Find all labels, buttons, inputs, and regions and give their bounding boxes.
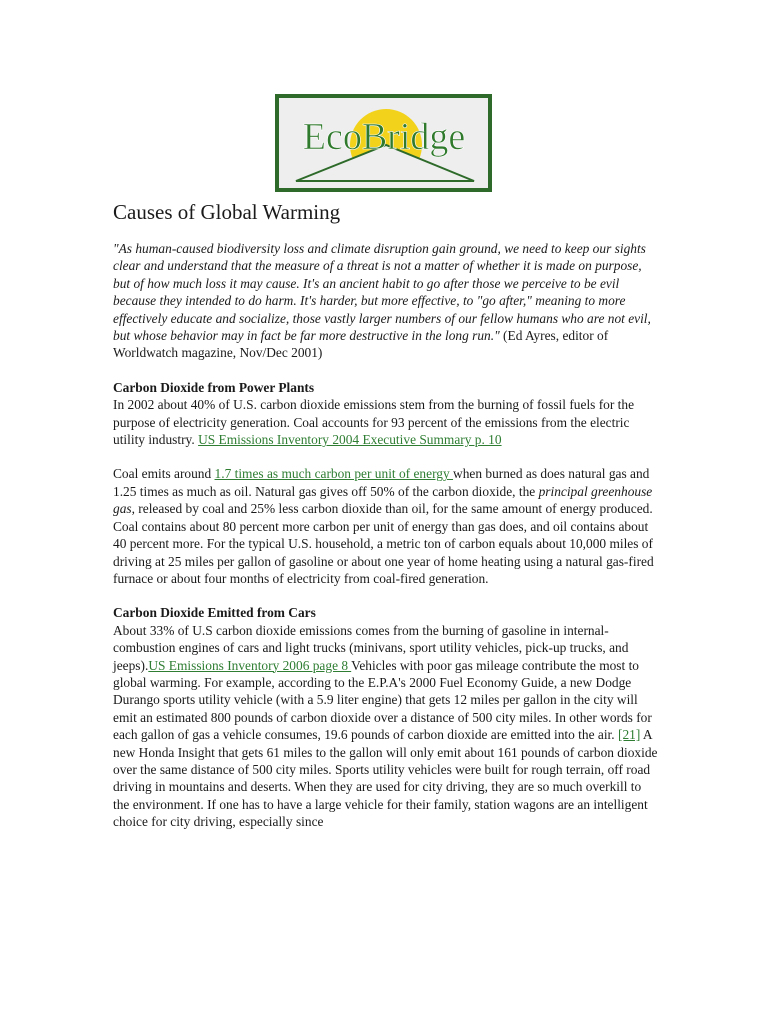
coal-text-end: , released by coal and 25% less carbon dioxide than oil, for the same amount of energy produced. Coal contains about 80 percent more carbon per unit of energy than gas does, and oil contains about 40 percent more. For the typical U.S. household, a metric ton of carbon equals about 10,000 miles of driving at 25 miles per gallon of gasoline or about one year of home heating using a natural gas-fired furnace or about four months of electricity from coal-fired generation. [113, 501, 654, 586]
coal-text-mid: when burned as does natural gas and 1.25 times as much as oil. Natural gas gives off 50% of the carbon dioxide, the [113, 466, 650, 499]
heading-cars: Carbon Dioxide Emitted from Cars [113, 605, 316, 621]
heading-power-plants: Carbon Dioxide from Power Plants [113, 379, 315, 395]
cars-text-mid: Vehicles with poor gas mileage contribute the most to global warming. For example, according to the E.P.A's 2000 Fuel Economy Guide, a new Dodge Durango sports utility vehicle (with a 5.9 liter engine) that gets 12 miles per gallon in the city will emit an estimated 800 pounds of carbon dioxide over a distance of 500 city miles. In other words for each gallon of gas a vehicle consumes, 19.6 pounds of carbon dioxide are emitted into the air. [113, 657, 652, 743]
link-carbon-per-energy[interactable]: 1.7 times as much carbon per unit of energy [214, 466, 454, 482]
power-plants-text: In 2002 about 40% of U.S. carbon dioxide emissions stem from the burning of fossil fuels for the purpose of electricity generation. Coal accounts for 93 percent of the emissions from the electric utility industry. [113, 397, 635, 448]
page-title: Causes of Global Warming [113, 200, 341, 224]
link-footnote-21[interactable]: [21] [617, 727, 641, 743]
principal-gas-emphasis: principal greenhouse gas [113, 483, 653, 517]
article-body [113, 240, 658, 848]
logo-text: EcoBridge [302, 116, 466, 158]
section-cars [113, 604, 658, 830]
ecobridge-logo [274, 93, 493, 193]
quote-attribution: (Ed Ayres, editor of Worldwatch magazine, Nov/Dec 2001) [113, 328, 609, 361]
quote-paragraph [113, 240, 658, 362]
link-emissions-2006[interactable]: US Emissions Inventory 2006 page 8 [148, 657, 352, 673]
cars-text-end: A new Honda Insight that gets 61 miles to the gallon will only emit about 161 pounds of carbon dioxide over the same distance of 500 city miles. Sports utility vehicles were built for rough terrain, off road driving in mountains and deserts. When they are used for city driving, they are so much overkill to the environment. If one has to have a large vehicle for their family, station wagons are an intelligent choice for city driving, especially since [113, 727, 658, 830]
section-power-plants [113, 379, 658, 449]
quote-text: "As human-caused biodiversity loss and climate disruption gain ground, we need to keep our sights clear and understand that the measure of a threat is not a matter of whether it is made on purpose, but of how much loss it may cause. It's an ancient habit to go after those we perceive to be evil because they intended to do harm. It's harder, but more effective, to "go after," meaning to more effectively educate and socialize, those vastly larger numbers of our fellow humans who are not evil, but whose behavior may in fact be far more destructive in the long run." [113, 241, 651, 344]
coal-text-start: Coal emits around [113, 466, 215, 482]
coal-paragraph [113, 465, 658, 587]
link-emissions-2004[interactable]: US Emissions Inventory 2004 Executive Summary p. 10 [198, 432, 502, 448]
cars-text-start: About 33% of U.S carbon dioxide emissions comes from the burning of gasoline in internal-combustion engines of cars and light trucks (minivans, sport utility vehicles, pick-up trucks, and jeeps). [113, 622, 629, 673]
